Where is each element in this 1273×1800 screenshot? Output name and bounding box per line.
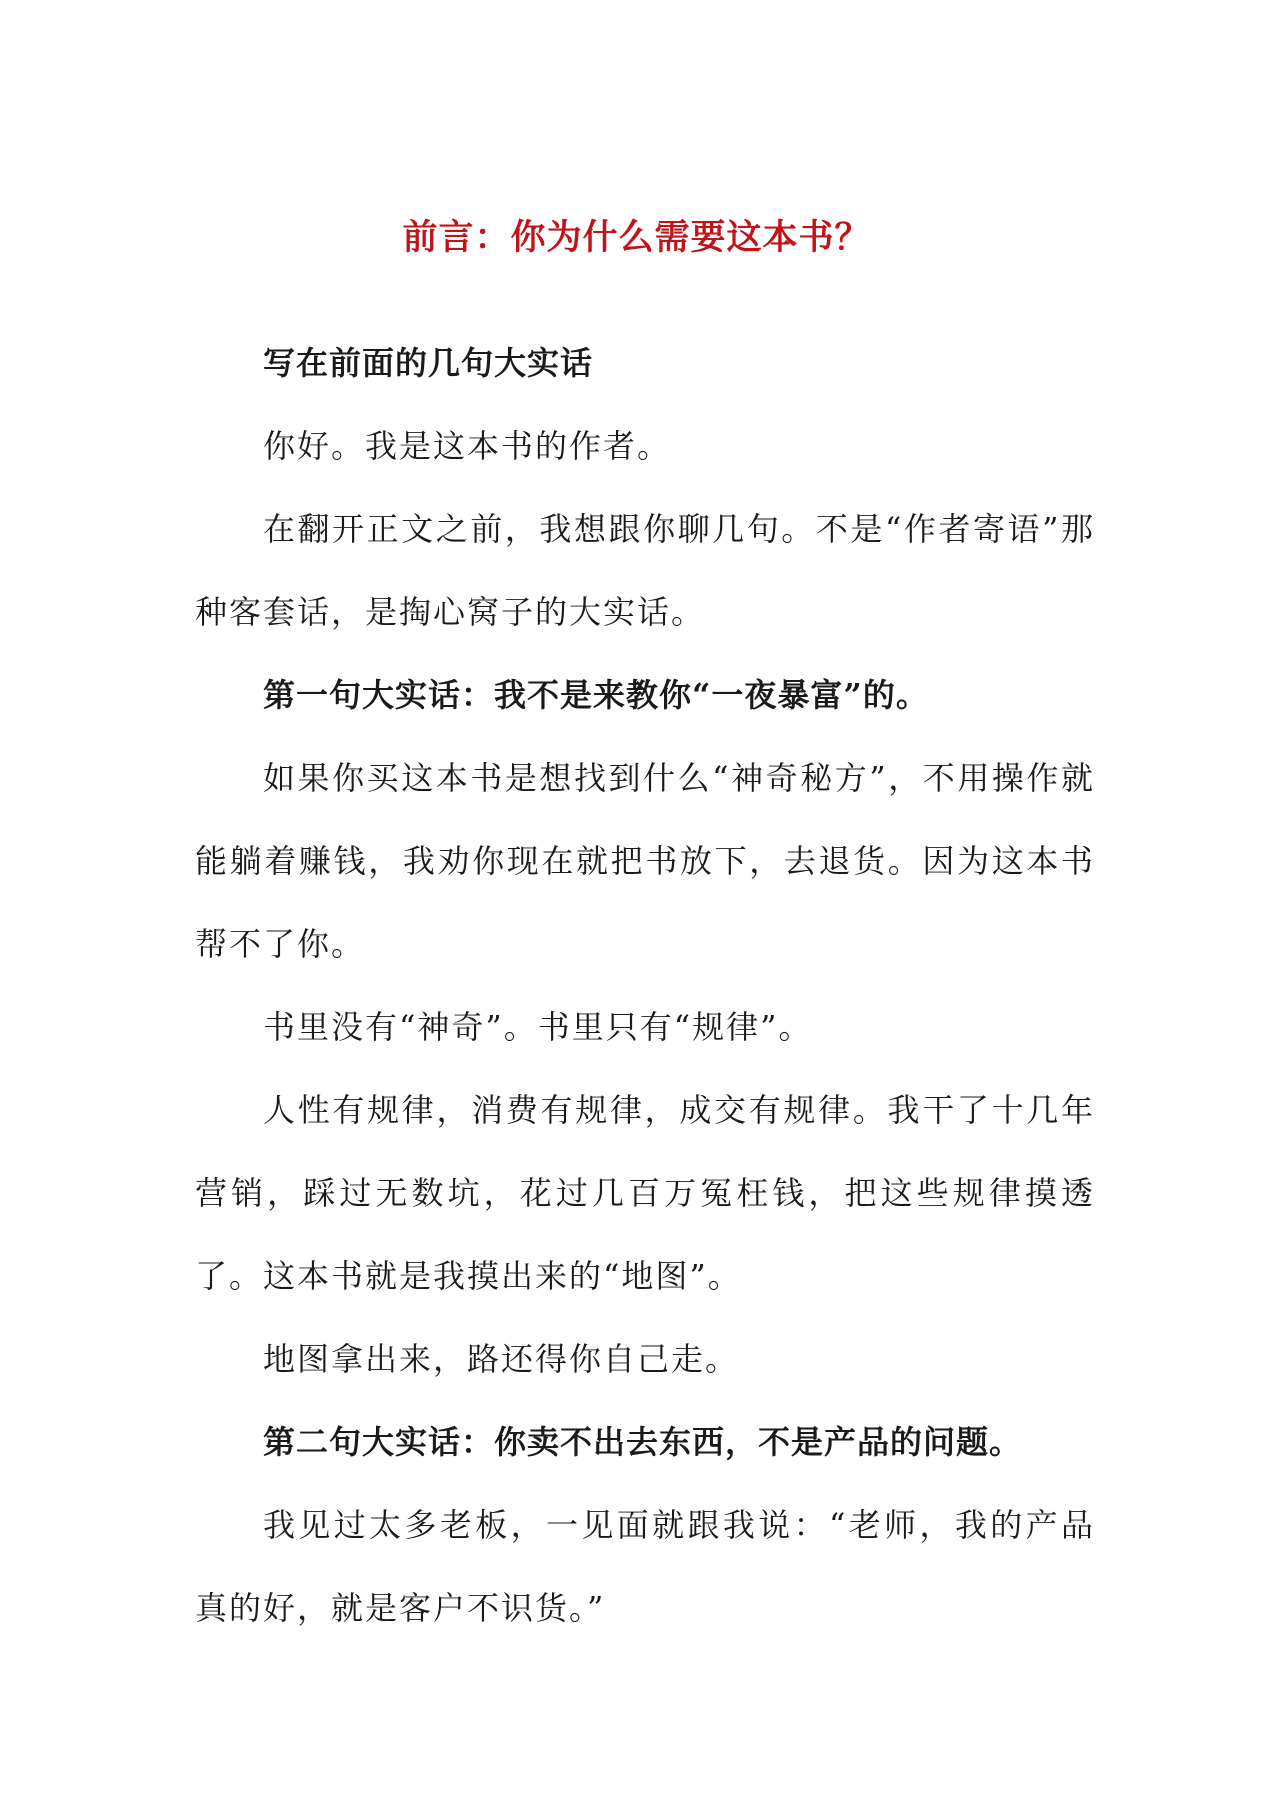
paragraph: 地图拿出来，路还得你自己走。 bbox=[263, 1340, 740, 1378]
paragraph: 我见过太多老板，一见面就跟我说：“老师，我的产品真的好，就是客户不识货。” bbox=[195, 1506, 1095, 1627]
paragraph: 人性有规律，消费有规律，成交有规律。我干了十几年营销，踩过无数坑，花过几百万冤枉钱，把这些规律摸透了。这本书就是我摸出来的“地图”。 bbox=[195, 1091, 1095, 1295]
section-heading: 第一句大实话：我不是来教你“一夜暴富”的。 bbox=[263, 676, 929, 714]
page-title: 前言：你为什么需要这本书？ bbox=[402, 217, 871, 258]
section-heading: 第二句大实话：你卖不出去东西，不是产品的问题。 bbox=[263, 1423, 1023, 1461]
paragraph: 如果你买这本书是想找到什么“神奇秘方”，不用操作就能躺着赚钱，我劝你现在就把书放下，去退货。因为这本书帮不了你。 bbox=[195, 759, 1095, 963]
subheading: 写在前面的几句大实话 bbox=[263, 344, 594, 382]
paragraph: 在翻开正文之前，我想跟你聊几句。不是“作者寄语”那种客套话，是掏心窝子的大实话。 bbox=[195, 510, 1095, 631]
paragraph: 你好。我是这本书的作者。 bbox=[263, 427, 672, 465]
paragraph: 书里没有“神奇”。书里只有“规律”。 bbox=[263, 1008, 813, 1046]
